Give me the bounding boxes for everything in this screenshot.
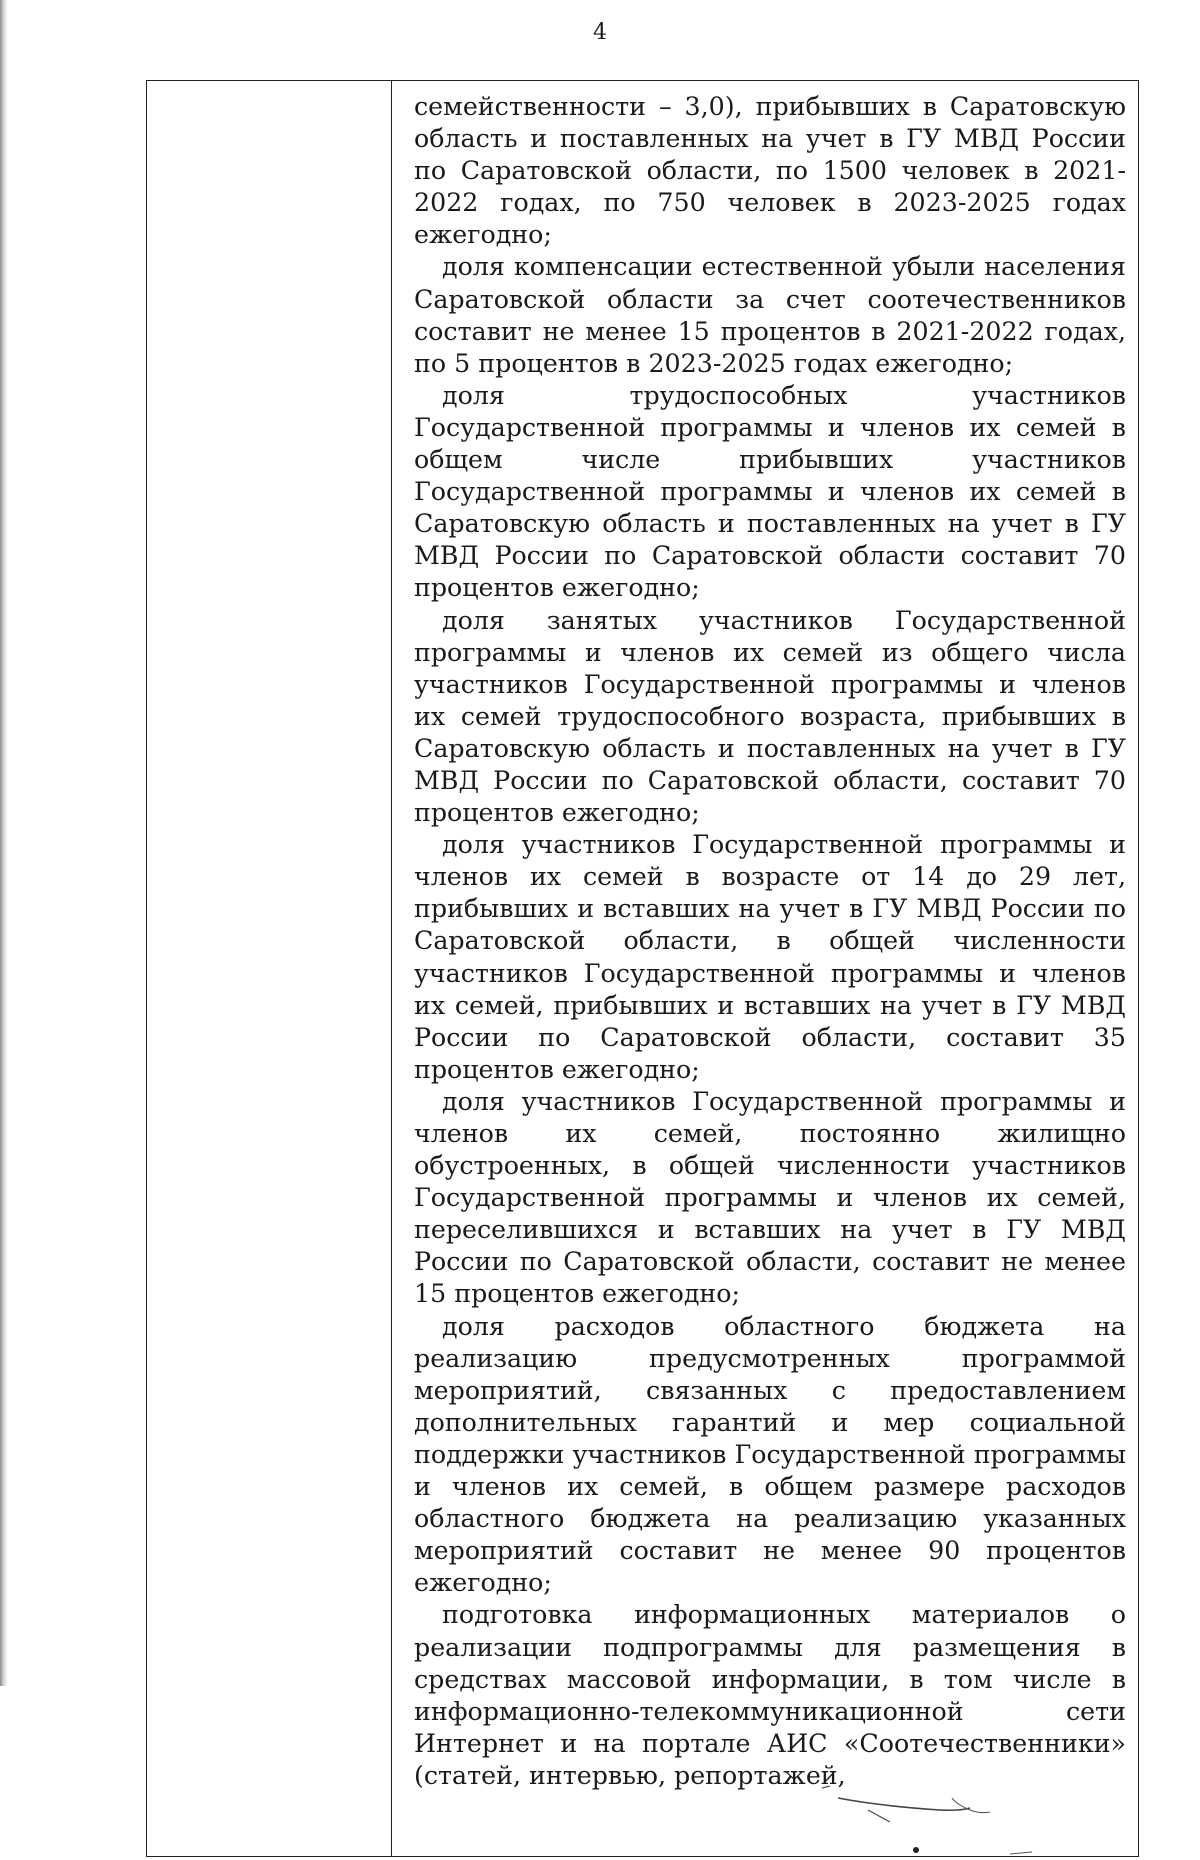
paragraph-youth-share: доля участников Государственной программы и членов их семей в возрасте от 14 до 29 лет, прибывших и вставших на учет в ГУ МВД России по Саратовской области, в общей численности участников Государственной программы и членов их семей, прибывших и вставших на учет в ГУ МВД России по Саратовской области, составит 35 процентов ежегодно;	[414, 830, 1126, 1084]
paragraph-employed-share: доля занятых участников Государственной программы и членов их семей из общего числа участников Государственной программы и членов их семей трудоспособного возраста, прибывших в Саратовскую область и поставленных на учет в ГУ МВД России по Саратовской области, составит 70 процентов ежегодно;	[414, 605, 1126, 828]
handwritten-signature	[820, 1780, 1040, 1860]
paragraph-family-size: семейственности – 3,0), прибывших в Саратовскую область и поставленных на учет в ГУ МВД России по Саратовской области, по 1500 человек в 2021-2022 годах, по 750 человек в 2023-2025 годах ежегодно;	[414, 92, 1126, 250]
paragraph-able-bodied-share: доля трудоспособных участников Государственной программы и членов их семей в общем числе прибывших участников Государственной программы и членов их семей в Саратовскую область и поставленных на учет в ГУ МВД России по Саратовской области составит 70 процентов ежегодно;	[414, 380, 1126, 603]
paragraph-natural-decline: доля компенсации естественной убыли населения Саратовской области за счет соотечественников составит не менее 15 процентов в 2021-2022 годах, по 5 процентов в 2023-2025 годах ежегодно;	[414, 252, 1126, 378]
paragraph-housing-share: доля участников Государственной программы и членов их семей, постоянно жилищно обустроенных, в общей численности участников Государственной программы и членов их семей, переселившихся и вставших на учет в ГУ МВД России по Саратовской области, составит не менее 15 процентов ежегодно;	[414, 1086, 1126, 1309]
table-left-cell	[147, 81, 392, 1856]
paragraph-information-materials: подготовка информационных материалов о реализации подпрограммы для размещения в средствах массовой информации, в том числе в информационно-телекоммуникационной сети Интернет и на портале АИС «Соотечественники» (статей, интервью, репортажей,	[414, 1600, 1126, 1790]
paragraph-budget-share: доля расходов областного бюджета на реализацию предусмотренных программой мероприятий, связанных с предоставлением дополнительных гарантий и мер социальной поддержки участников Государственной программы и членов их семей, в общем размере расходов областного бюджета на реализацию указанных мероприятий составит не менее 90 процентов ежегодно;	[414, 1311, 1126, 1598]
table-right-cell	[392, 81, 1138, 1856]
content-table	[146, 80, 1139, 1857]
scan-edge-shadow	[0, 0, 8, 1686]
page-number: 4	[593, 20, 607, 45]
